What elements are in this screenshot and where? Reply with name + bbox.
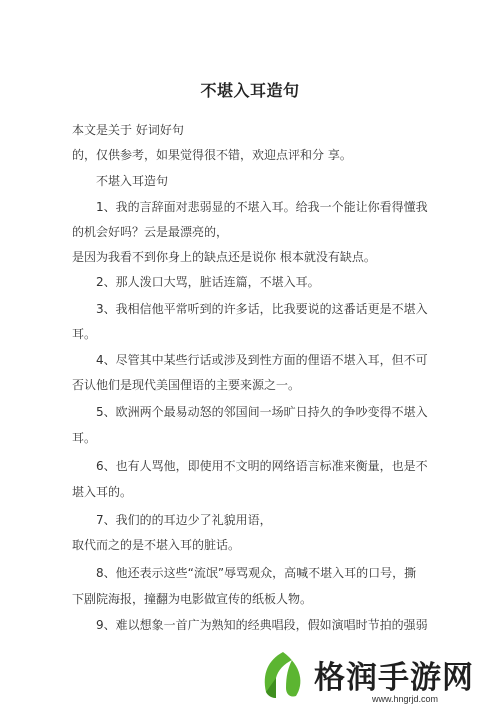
body-line: 的机会好吗？云是最漂亮的， (72, 225, 229, 239)
page-title: 不堪入耳造句 (200, 81, 300, 100)
body-line: 的，仅供参考，如果觉得很不错，欢迎点评和分 享。 (72, 148, 352, 162)
watermark-url: www.hngrjd.com (372, 694, 439, 704)
body-line: 下剧院海报，撞翻为电影做宣传的纸板人物。 (72, 592, 313, 606)
body-line: 是因为我看不到你身上的缺点还是说你 根本就没有缺点。 (72, 250, 376, 264)
watermark (250, 642, 500, 708)
body-line: 否认他们是现代美国俚语的主要来源之一。 (72, 378, 301, 392)
leaf-logo-icon (256, 648, 310, 702)
body-line: 1、我的言辞面对悲弱显的不堪入耳。给我一个能让你看得懂我 (96, 200, 428, 214)
body-line: 耳。 (72, 431, 97, 445)
body-line: 3、我相信他平常听到的许多话，比我要说的这番话更是不堪入 (96, 302, 428, 316)
body-line: 7、我们的的耳边少了礼貌用语， (96, 513, 272, 527)
body-line: 取代而之的是不堪入耳的脏话。 (72, 538, 241, 552)
body-line: 9、难以想象一首广为熟知的经典唱段，假如演唱时节拍的强弱 (96, 618, 428, 632)
body-line: 4、尽管其中某些行话或涉及到性方面的俚语不堪入耳，但不可 (96, 353, 428, 367)
watermark-title: 格润手游网 (314, 660, 474, 696)
body-line: 6、也有人骂他，即使用不文明的网络语言标准来衡量，也是不 (96, 459, 428, 473)
body-line: 5、欧洲两个最易动怒的邻国间一场旷日持久的争吵变得不堪入 (96, 405, 428, 419)
body-line: 堪入耳的。 (72, 485, 133, 499)
body-line: 耳。 (72, 327, 97, 341)
body-line: 2、那人泼口大骂，脏话连篇，不堪入耳。 (96, 275, 320, 289)
body-line: 8、他还表示这些“流氓”辱骂观众，高喊不堪入耳的口号，撕 (96, 566, 417, 580)
section-heading: 不堪入耳造句 (96, 174, 169, 188)
body-line: 本文是关于 好词好句 (72, 123, 184, 137)
